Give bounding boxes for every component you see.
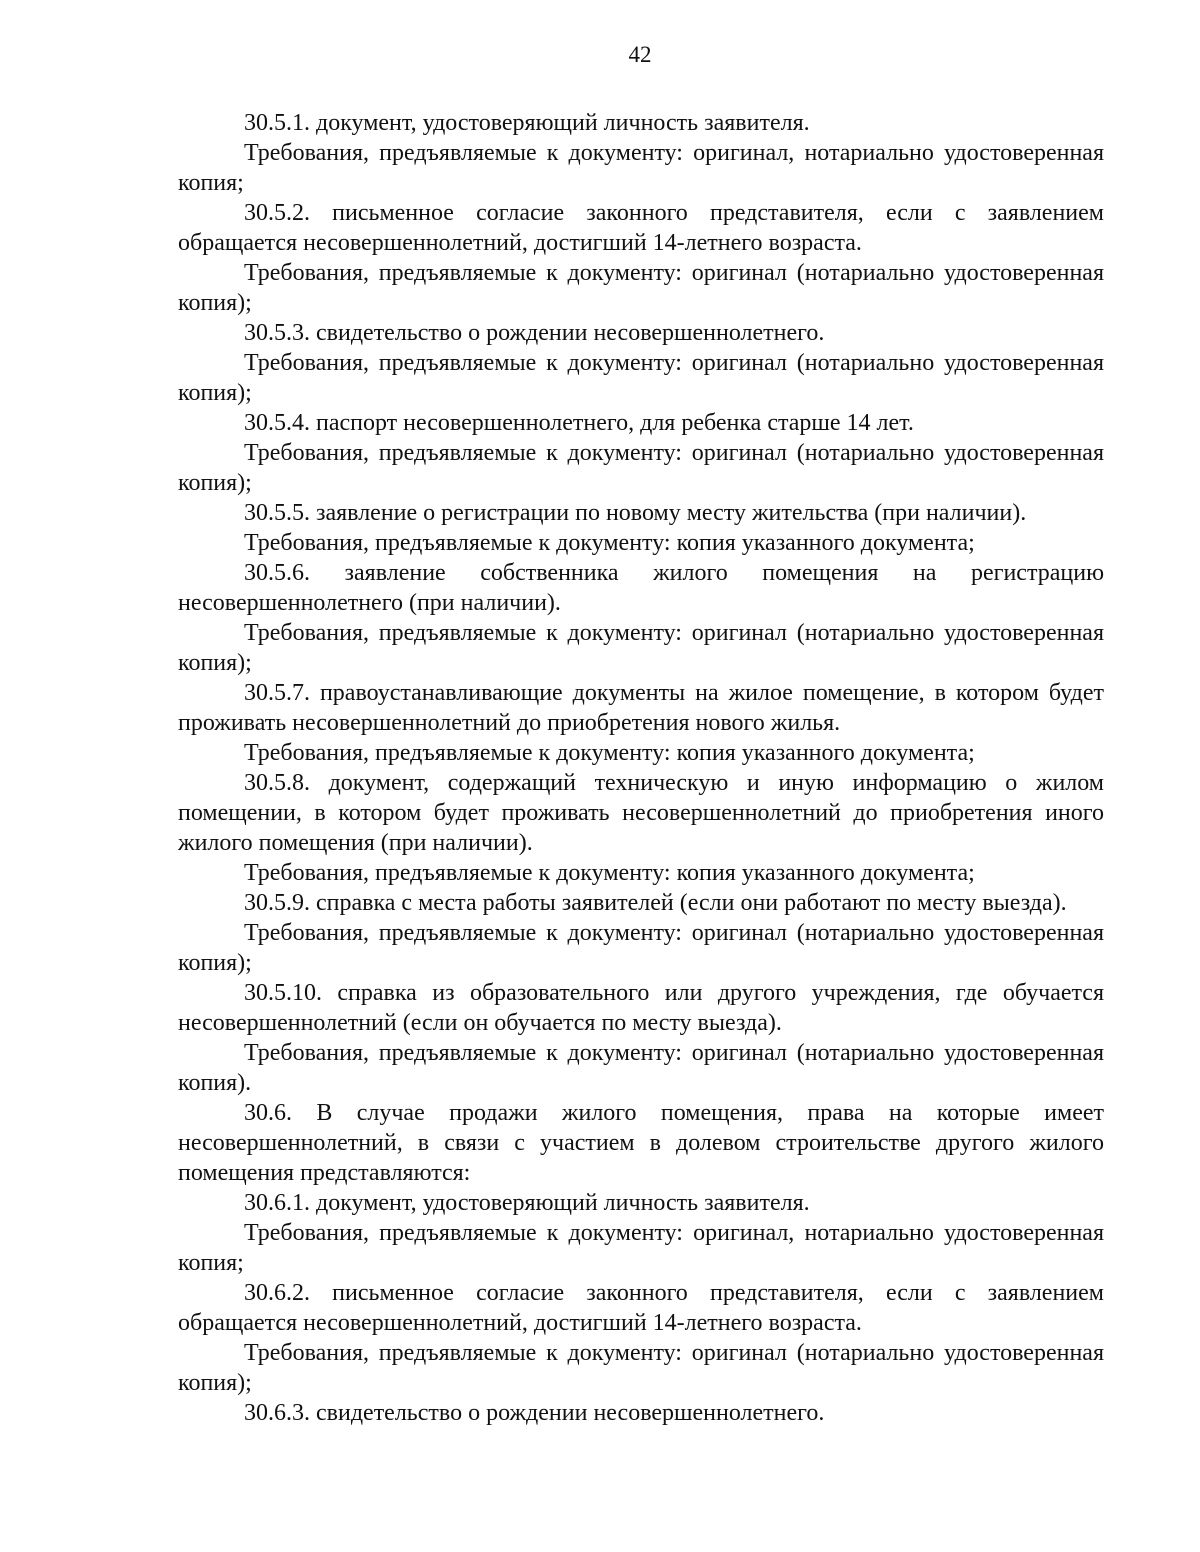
paragraph-requirements: Требования, предъявляемые к документу: оригинал (нотариально удостоверенная копия). (178, 1040, 1104, 1096)
paragraph-30-5-5: 30.5.5. заявление о регистрации по новому месту жительства (при наличии). (244, 500, 1027, 526)
paragraph-requirements: Требования, предъявляемые к документу: копия указанного документа; (244, 740, 975, 766)
paragraph-30-5-7: 30.5.7. правоустанавливающие документы на жилое помещение, в котором будет проживать несовершеннолетний до приобретения нового жилья. (178, 680, 1104, 736)
paragraph-requirements: Требования, предъявляемые к документу: оригинал (нотариально удостоверенная копия); (178, 620, 1104, 676)
paragraph-30-5-8: 30.5.8. документ, содержащий техническую и иную информацию о жилом помещении, в котором будет проживать несовершеннолетний до приобретения иного жилого помещения (при наличии). (178, 770, 1104, 856)
document-body (178, 108, 1104, 1428)
paragraph-30-6-1: 30.6.1. документ, удостоверяющий личность заявителя. (244, 1190, 810, 1216)
paragraph-requirements: Требования, предъявляемые к документу: копия указанного документа; (244, 530, 975, 556)
paragraph-30-5-1: 30.5.1. документ, удостоверяющий личность заявителя. (244, 110, 810, 136)
page-number: 42 (628, 42, 652, 67)
paragraph-30-5-9: 30.5.9. справка с места работы заявителей (если они работают по месту выезда). (244, 890, 1067, 916)
paragraph-requirements: Требования, предъявляемые к документу: оригинал (нотариально удостоверенная копия); (178, 440, 1104, 496)
paragraph-30-5-6: 30.5.6. заявление собственника жилого помещения на регистрацию несовершеннолетнего (при наличии). (178, 560, 1104, 616)
paragraph-requirements: Требования, предъявляемые к документу: оригинал (нотариально удостоверенная копия); (178, 350, 1104, 406)
paragraph-30-5-4: 30.5.4. паспорт несовершеннолетнего, для ребенка старше 14 лет. (244, 410, 914, 436)
paragraph-30-5-3: 30.5.3. свидетельство о рождении несовершеннолетнего. (244, 320, 825, 346)
paragraph-30-5-2: 30.5.2. письменное согласие законного представителя, если с заявлением обращается несовершеннолетний, достигший 14-летнего возраста. (178, 200, 1104, 256)
paragraph-requirements: Требования, предъявляемые к документу: оригинал, нотариально удостоверенная копия; (178, 1220, 1104, 1276)
paragraph-30-6: 30.6. В случае продажи жилого помещения, права на которые имеет несовершеннолетний, в связи с участием в долевом строительстве другого жилого помещения представляются: (178, 1100, 1104, 1186)
paragraph-requirements: Требования, предъявляемые к документу: оригинал, нотариально удостоверенная копия; (178, 140, 1104, 196)
paragraph-requirements: Требования, предъявляемые к документу: оригинал (нотариально удостоверенная копия); (178, 920, 1104, 976)
paragraph-30-6-3: 30.6.3. свидетельство о рождении несовершеннолетнего. (244, 1400, 825, 1426)
paragraph-requirements: Требования, предъявляемые к документу: копия указанного документа; (244, 860, 975, 886)
paragraph-30-5-10: 30.5.10. справка из образовательного или другого учреждения, где обучается несовершеннолетний (если он обучается по месту выезда). (178, 980, 1104, 1036)
paragraph-requirements: Требования, предъявляемые к документу: оригинал (нотариально удостоверенная копия); (178, 1340, 1104, 1396)
paragraph-30-6-2: 30.6.2. письменное согласие законного представителя, если с заявлением обращается несовершеннолетний, достигший 14-летнего возраста. (178, 1280, 1104, 1336)
paragraph-requirements: Требования, предъявляемые к документу: оригинал (нотариально удостоверенная копия); (178, 260, 1104, 316)
